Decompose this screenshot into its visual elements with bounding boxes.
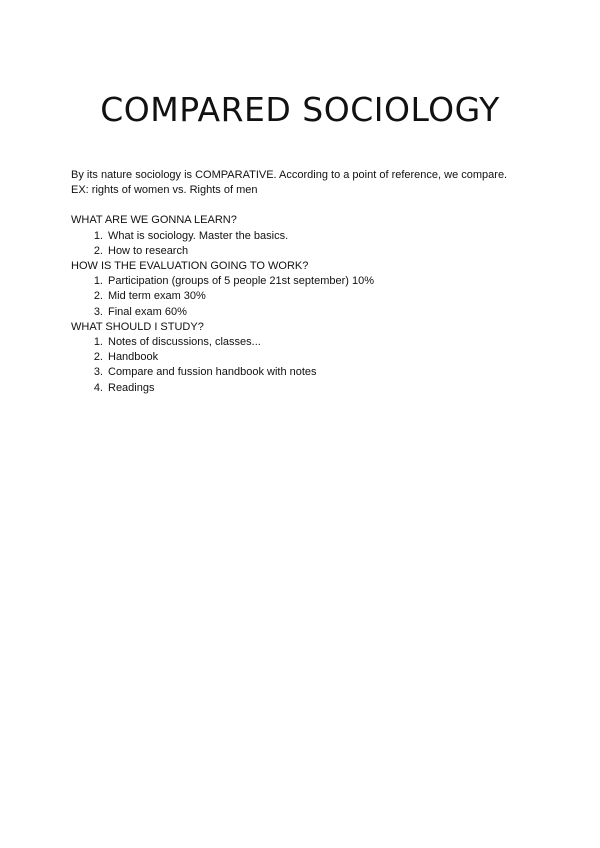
list-number: 4. (93, 381, 103, 394)
list-number: 1. (93, 229, 103, 242)
list-item-text: Participation (groups of 5 people 21st september) 10% (108, 275, 374, 288)
intro-line: By its nature sociology is COMPARATIVE. According to a point of reference, we compare. (71, 169, 508, 181)
list-item-text: Mid term exam 30% (108, 290, 206, 303)
list-number: 3. (93, 305, 103, 318)
list-item (71, 305, 541, 320)
page-title: COMPARED SOCIOLOGY (100, 90, 500, 129)
list-item (71, 229, 541, 244)
list-item (71, 365, 541, 380)
section-study (71, 320, 541, 396)
list-number: 2. (93, 351, 103, 364)
list-item (71, 381, 541, 396)
list-item-text: Handbook (108, 351, 159, 364)
section-learn (71, 213, 541, 259)
list-item-text: What is sociology. Master the basics. (108, 229, 289, 242)
list-item (71, 244, 541, 259)
list-number: 1. (93, 336, 103, 349)
list-item-text: Compare and fussion handbook with notes (108, 366, 317, 379)
section-evaluation (71, 259, 541, 320)
list-item-text: How to research (108, 244, 189, 257)
numbered-list (71, 229, 541, 259)
paragraph-spacer (71, 198, 541, 213)
list-item (71, 289, 541, 304)
list-item-text: Final exam 60% (108, 305, 187, 318)
list-number: 2. (93, 290, 103, 303)
numbered-list (71, 274, 541, 320)
intro-line: EX: rights of women vs. Rights of men (71, 184, 258, 197)
list-item (71, 350, 541, 365)
document-body (71, 168, 541, 396)
list-number: 3. (93, 366, 103, 379)
list-item-text: Readings (108, 381, 155, 394)
list-item (71, 274, 541, 289)
section-heading: WHAT ARE WE GONNA LEARN? (71, 214, 237, 227)
section-heading: HOW IS THE EVALUATION GOING TO WORK? (71, 260, 309, 273)
intro-paragraph (71, 168, 541, 198)
list-item-text: Notes of discussions, classes... (108, 336, 261, 349)
numbered-list (71, 335, 541, 396)
list-number: 2. (93, 244, 103, 257)
section-heading: WHAT SHOULD I STUDY? (71, 320, 204, 333)
list-item (71, 335, 541, 350)
list-number: 1. (93, 275, 103, 288)
